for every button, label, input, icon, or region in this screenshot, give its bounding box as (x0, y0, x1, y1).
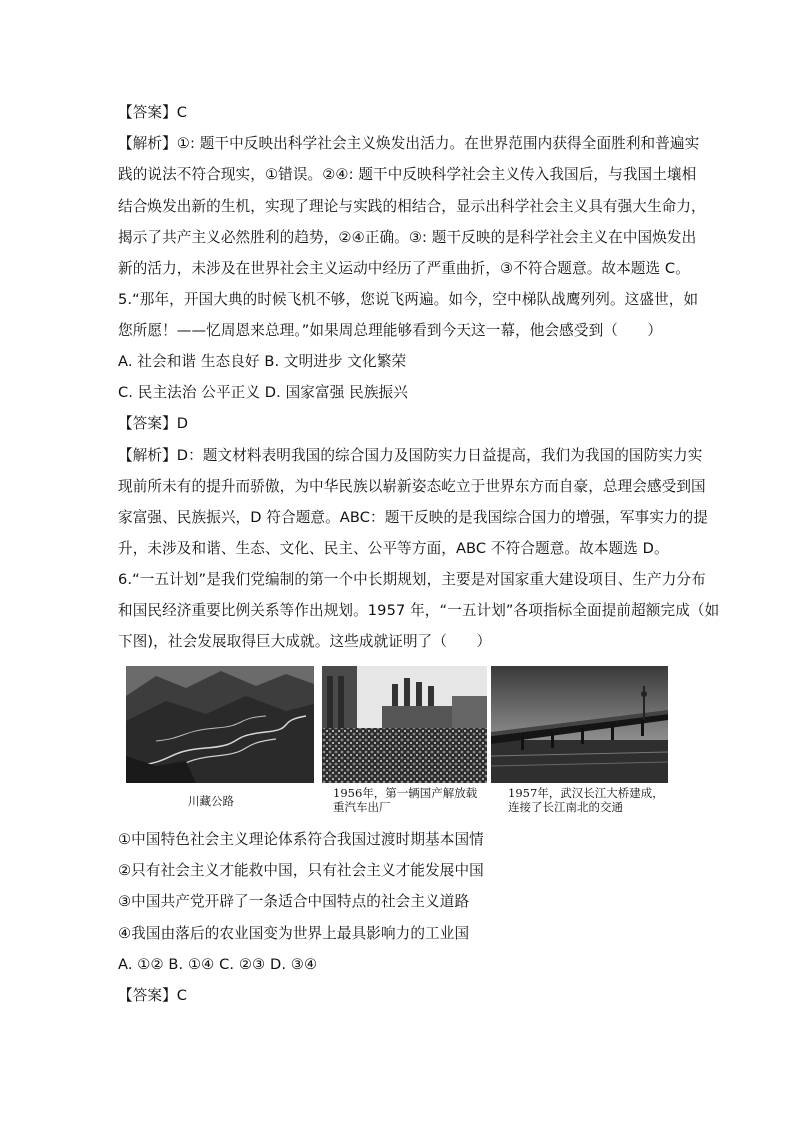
analysis-line: 【解析】D：题文材料表明我国的综合国力及国防实力日益提高，我们为我国的国防实力实 (118, 447, 703, 464)
question-6-stem: 下图)，社会发展取得巨大成就。这些成就证明了（ ） (118, 633, 492, 650)
photo-caption: 川藏公路 (188, 794, 234, 808)
analysis-line: 现前所未有的提升而骄傲，为中华民族以崭新姿态屹立于世界东方而自豪，总理会感受到国 (118, 478, 706, 495)
analysis-line: 【解析】①: 题干中反映出科学社会主义焕发出活力。在世界范围内获得全面胜利和普遍实 (118, 135, 700, 152)
analysis-line: 结合焕发出新的生机，实现了理论与实践的相结合，显示出科学社会主义具有强大生命力， (118, 198, 706, 215)
sichuan-tibet-road-photo (126, 666, 314, 783)
answer-label: 【答案】C (118, 987, 188, 1004)
photo-caption: 重汽车出厂 (333, 800, 391, 814)
statement-4: ④我国由落后的农业国变为世界上最具影响力的工业国 (118, 925, 470, 942)
question-5-stem: 您所愿！——忆周恩来总理。”如果周总理能够看到今天这一幕，他会感受到（ ） (118, 322, 663, 339)
photo-caption: 1956年，第一辆国产解放载 (333, 786, 478, 800)
photo-caption: 1957年，武汉长江大桥建成， (508, 786, 664, 800)
question-5-stem: 5.“那年，开国大典的时候飞机不够，您说飞两遍。如今，空中梯队战鹰列列。这盛世，如 (118, 291, 699, 308)
answer-label: 【答案】C (118, 104, 188, 121)
statement-3: ③中国共产党开辟了一条适合中国特点的社会主义道路 (118, 893, 470, 910)
statement-2: ②只有社会主义才能救中国，只有社会主义才能发展中国 (118, 862, 484, 879)
answer-label: 【答案】D (118, 415, 189, 432)
question-5-options: A. 社会和谐 生态良好 B. 文明进步 文化繁荣 (118, 353, 407, 370)
analysis-line: 揭示了共产主义必然胜利的趋势，②④正确。③: 题干反映的是科学社会主义在中国焕发出 (118, 229, 697, 246)
analysis-line: 家富强、民族振兴，D 符合题意。ABC：题干反映的是我国综合国力的增强，军事实力的提 (118, 509, 708, 526)
question-6-options: A. ①② B. ①④ C. ②③ D. ③④ (118, 956, 318, 973)
question-6-stem: 6.“一五计划”是我们党编制的第一个中长期规划，主要是对国家重大建设项目、生产力分布 (118, 571, 706, 588)
analysis-line: 升，未涉及和谐、生态、文化、民主、公平等方面，ABC 不符合题意。故本题选 D。 (118, 540, 669, 557)
analysis-line: 践的说法不符合现实，①错误。②④: 题干中反映科学社会主义传入我国后，与我国土壤相 (118, 166, 697, 183)
statement-1: ①中国特色社会主义理论体系符合我国过渡时期基本国情 (118, 831, 484, 848)
question-5-options: C. 民主法治 公平正义 D. 国家富强 民族振兴 (118, 384, 408, 401)
first-truck-photo (322, 666, 487, 783)
analysis-line: 新的活力，未涉及在世界社会主义运动中经历了严重曲折，③不符合题意。故本题选 C。 (118, 260, 690, 277)
question-6-stem: 和国民经济重要比例关系等作出规划。1957 年，“一五计划”各项指标全面提前超额完成（如 (118, 602, 720, 619)
photo-caption: 连接了长江南北的交通 (508, 800, 623, 814)
wuhan-bridge-photo (491, 666, 668, 783)
